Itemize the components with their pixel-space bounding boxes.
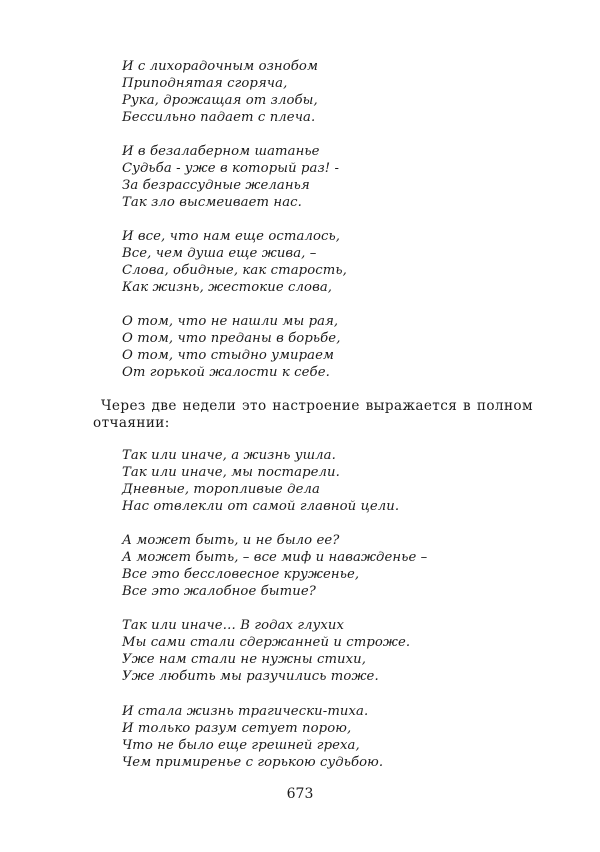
poem-line: От горькой жалости к себе. bbox=[122, 365, 330, 380]
poem-stanza bbox=[122, 617, 542, 685]
poem-line: Все это бессловесное круженье, bbox=[122, 567, 360, 582]
poem-line: И все, что нам еще осталось, bbox=[122, 229, 341, 244]
poem-stanza bbox=[122, 228, 542, 296]
poem-stanza bbox=[122, 447, 542, 515]
page-number: 673 bbox=[286, 786, 314, 802]
poem-line: Приподнятая сгоряча, bbox=[122, 76, 288, 91]
poem-line: О том, что не нашли мы рая, bbox=[122, 314, 339, 329]
poem-stanza bbox=[122, 313, 542, 381]
poem-line: Уже любить мы разучились тоже. bbox=[122, 669, 379, 684]
poem-line: И с лихорадочным ознобом bbox=[122, 59, 318, 74]
poem-line: Так зло высмеивает нас. bbox=[122, 195, 302, 210]
poem-line: Все это жалобное бытие? bbox=[122, 584, 316, 599]
paragraph-text: Через две недели это настроение выражается в полном отчаянии: bbox=[93, 398, 533, 431]
poem-line: Уже нам стали не нужны стихи, bbox=[122, 652, 367, 667]
poem-line: Так или иначе, а жизнь ушла. bbox=[122, 448, 336, 463]
poem-line: Дневные, торопливые дела bbox=[122, 482, 320, 497]
poem-line: Что не было еще грешней греха, bbox=[122, 738, 360, 753]
poem-line: И стала жизнь трагически-тиха. bbox=[122, 704, 369, 719]
poem-line: А может быть, и не было ее? bbox=[122, 533, 340, 548]
poem-line: Все, чем душа еще жива, – bbox=[122, 246, 317, 261]
poem-line: Слова, обидные, как старость, bbox=[122, 263, 347, 278]
poem-line: И в безалаберном шатанье bbox=[122, 144, 320, 159]
poem-stanza bbox=[122, 143, 542, 211]
poem-line: А может быть, – все миф и наважденье – bbox=[122, 550, 428, 565]
poem-line: Так или иначе, мы постарели. bbox=[122, 465, 340, 480]
poem-line: Рука, дрожащая от злобы, bbox=[122, 93, 318, 108]
prose-paragraph bbox=[93, 398, 533, 432]
poem-stanza bbox=[122, 532, 542, 600]
poem-line: И только разум сетует порою, bbox=[122, 721, 352, 736]
poem-line: Судьба - уже в который раз! - bbox=[122, 161, 340, 176]
poem-line: О том, что стыдно умираем bbox=[122, 348, 335, 363]
poem-line: Бессильно падает с плеча. bbox=[122, 110, 316, 125]
poem-line: За безрассудные желанья bbox=[122, 178, 310, 193]
poem-line: Как жизнь, жестокие слова, bbox=[122, 280, 333, 295]
poem-line: Нас отвлекли от самой главной цели. bbox=[122, 499, 400, 514]
poem-stanza bbox=[122, 703, 542, 771]
poem-line: О том, что преданы в борьбе, bbox=[122, 331, 341, 346]
poem-line: Мы сами стали сдержанней и строже. bbox=[122, 635, 411, 650]
poem-line: Так или иначе… В годах глухих bbox=[122, 618, 345, 633]
poem-line: Чем примиренье с горькою судьбою. bbox=[122, 755, 384, 770]
poem-stanza bbox=[122, 58, 542, 126]
